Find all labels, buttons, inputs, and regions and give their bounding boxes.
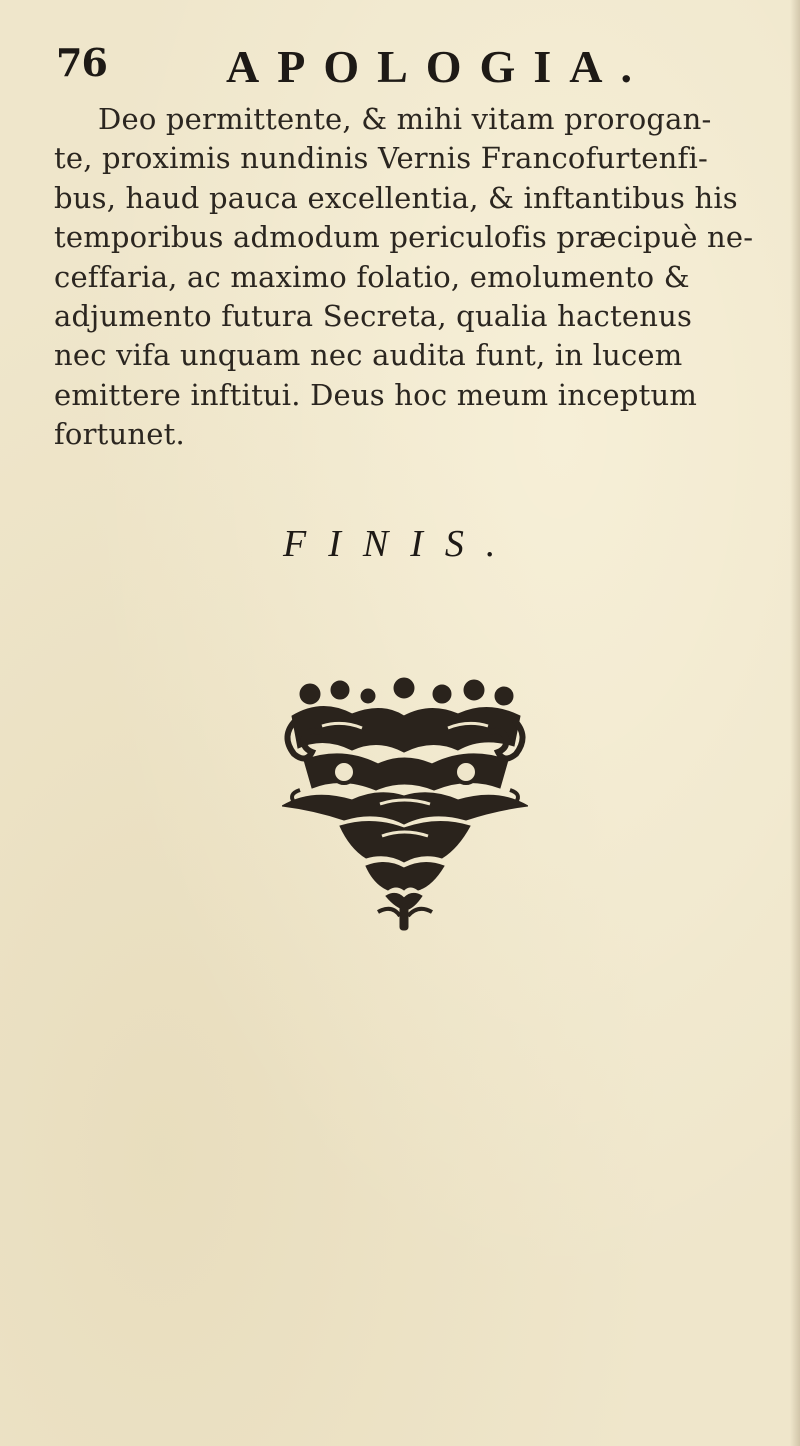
body-paragraph bbox=[54, 100, 794, 455]
text-line: emittere inftitui. Deus hoc meum inceptum bbox=[54, 377, 698, 412]
text-line: adjumento futura Secreta, qualia hactenus bbox=[54, 299, 693, 334]
page-header bbox=[56, 38, 656, 98]
text-line: bus, haud pauca excellentia, & inftantibus his bbox=[54, 180, 738, 215]
text-line: Deo permittente, & mihi vitam prorogan- bbox=[98, 102, 712, 136]
floral-tailpiece-icon bbox=[282, 676, 528, 932]
text-line: ceffaria, ac maximo folatio, emolumento & bbox=[54, 259, 690, 294]
page-number: 76 bbox=[56, 40, 107, 85]
text-line: te, proximis nundinis Vernis Francofurtenfi- bbox=[54, 141, 708, 176]
running-title: APOLOGIA. bbox=[226, 41, 650, 92]
text-line: temporibus admodum periculofis præcipuè ne- bbox=[54, 220, 754, 255]
text-line: nec vifa unquam nec audita funt, in lucem bbox=[54, 338, 683, 373]
text-line: fortunet. bbox=[54, 417, 185, 452]
finis-heading: FINIS. bbox=[283, 523, 518, 565]
